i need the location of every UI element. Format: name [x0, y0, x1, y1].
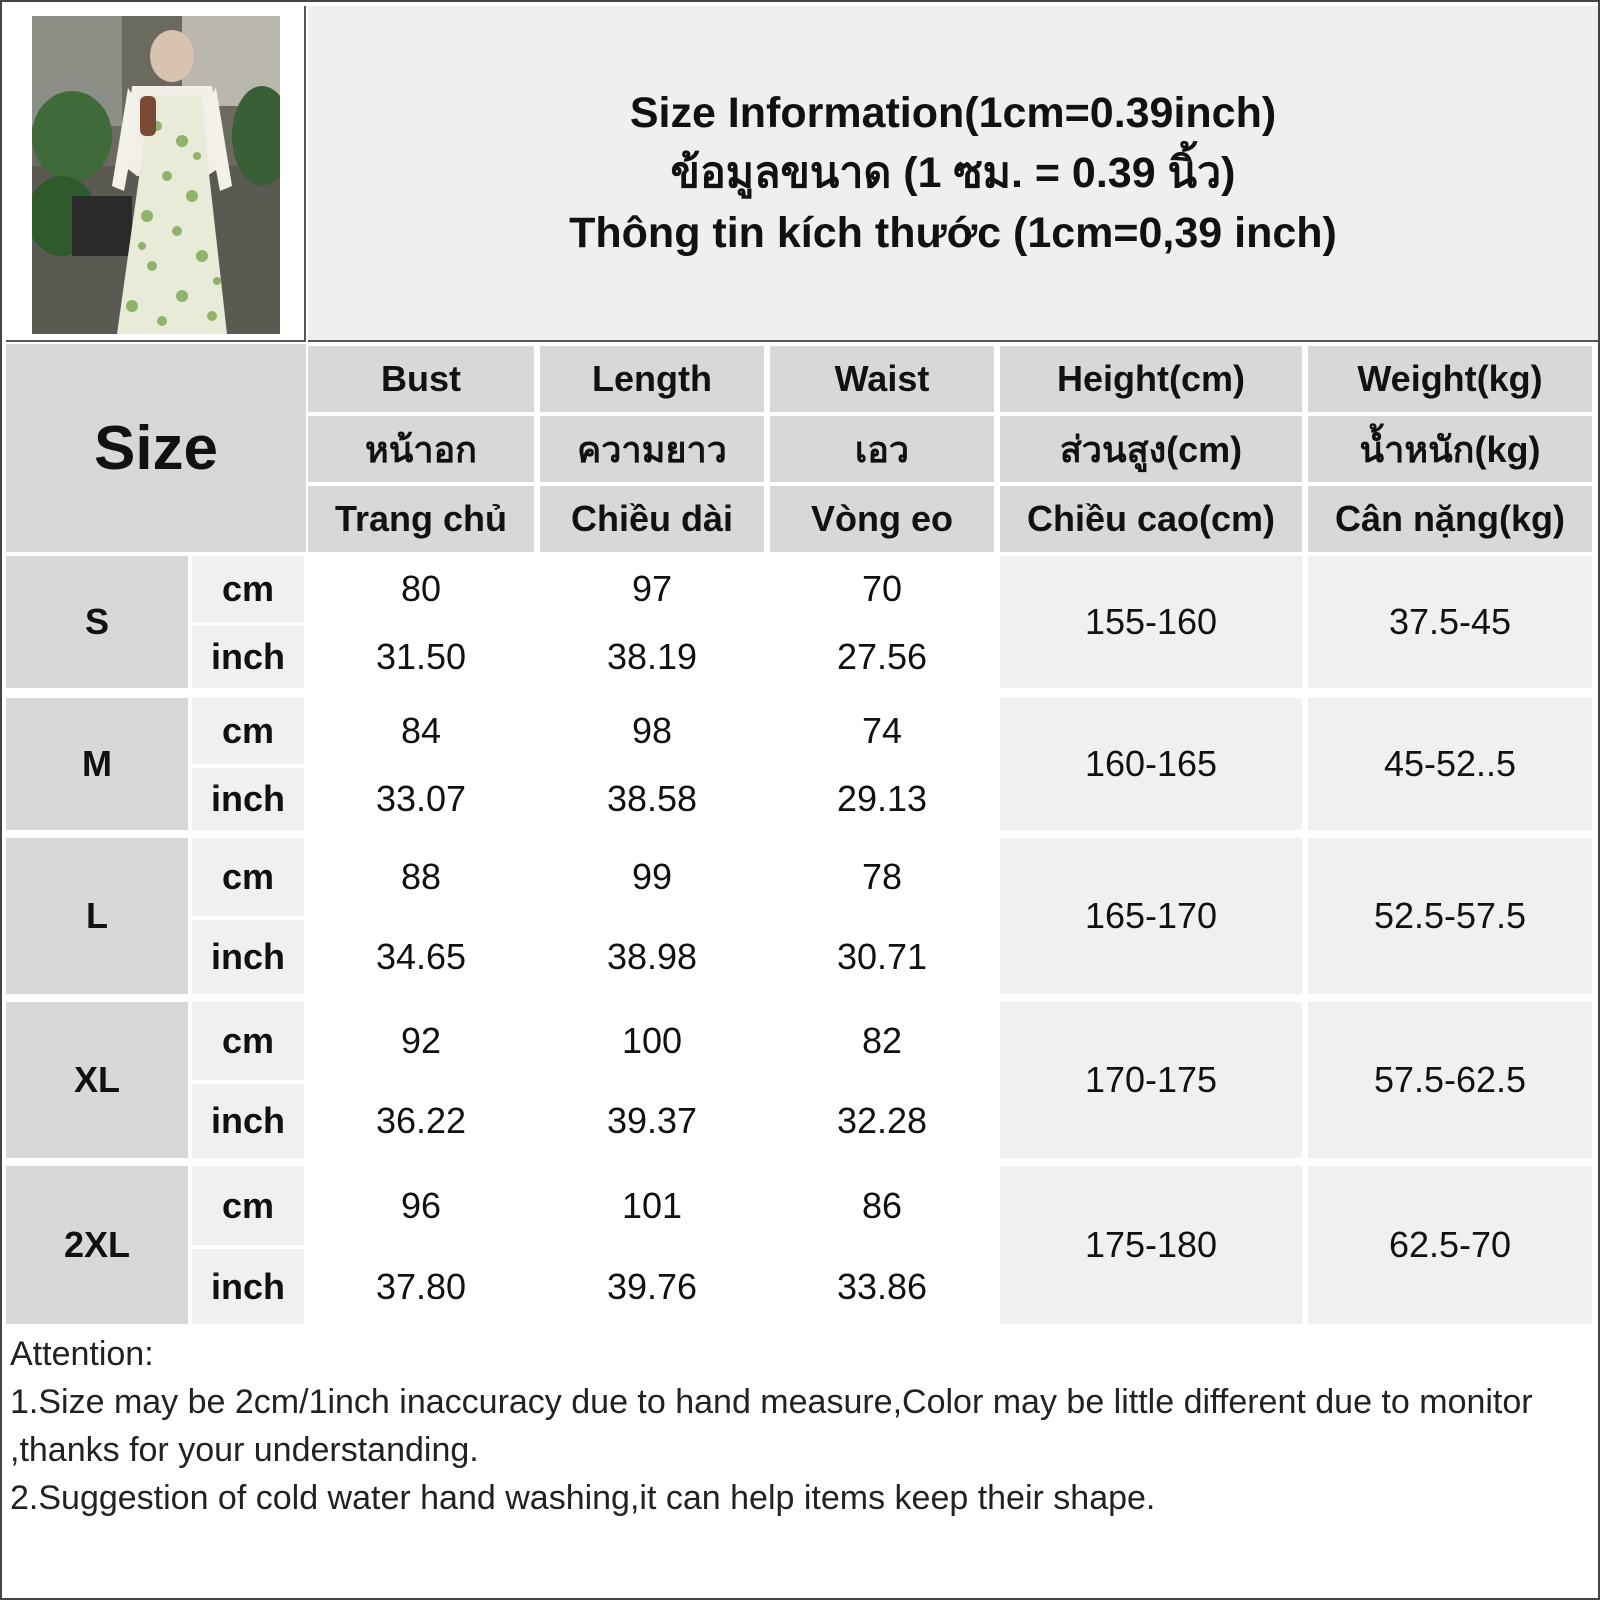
cm-value: 82 — [770, 1002, 994, 1080]
size-label: 2XL — [6, 1166, 188, 1324]
column-header-th: หน้าอก — [308, 416, 534, 482]
title-thai: ข้อมูลขนาด (1 ซม. = 0.39 นิ้ว) — [670, 149, 1236, 197]
inch-value: 38.19 — [540, 626, 764, 688]
unit-cm-label: cm — [192, 698, 304, 764]
product-photo-box — [6, 6, 306, 342]
column-header-vi: Vòng eo — [770, 486, 994, 552]
inch-value: 31.50 — [308, 626, 534, 688]
inch-value: 34.65 — [308, 920, 534, 994]
cm-value: 84 — [308, 698, 534, 764]
weight-range: 45-52..5 — [1308, 698, 1592, 830]
unit-cm-label: cm — [192, 1166, 304, 1245]
column-header-vi: Chiều dài — [540, 486, 764, 552]
unit-inch-label: inch — [192, 1249, 304, 1324]
unit-inch-label: inch — [192, 920, 304, 994]
weight-range: 52.5-57.5 — [1308, 838, 1592, 994]
attention-line-2: 2.Suggestion of cold water hand washing,it can help items keep their shape. — [10, 1479, 1156, 1517]
title-english: Size Information(1cm=0.39inch) — [629, 89, 1277, 137]
inch-value: 33.86 — [770, 1249, 994, 1324]
inch-value: 38.58 — [540, 768, 764, 830]
column-header-vi: Chiều cao(cm) — [1000, 486, 1302, 552]
cm-value: 101 — [540, 1166, 764, 1245]
height-range: 175-180 — [1000, 1166, 1302, 1324]
column-header-vi: Trang chủ — [308, 486, 534, 552]
cm-value: 78 — [770, 838, 994, 916]
product-photo — [32, 16, 280, 334]
height-range: 170-175 — [1000, 1002, 1302, 1158]
weight-range: 62.5-70 — [1308, 1166, 1592, 1324]
attention-heading: Attention: — [10, 1335, 154, 1373]
cm-value: 98 — [540, 698, 764, 764]
column-header-en: Length — [540, 346, 764, 412]
inch-value: 39.37 — [540, 1084, 764, 1158]
column-header-th: น้ำหนัก(kg) — [1308, 416, 1592, 482]
attention-notes — [10, 1330, 1594, 1522]
cm-value: 97 — [540, 556, 764, 622]
cm-value: 80 — [308, 556, 534, 622]
unit-cm-label: cm — [192, 1002, 304, 1080]
inch-value: 37.80 — [308, 1249, 534, 1324]
column-header-en: Waist — [770, 346, 994, 412]
column-header-th: ความยาว — [540, 416, 764, 482]
weight-range: 57.5-62.5 — [1308, 1002, 1592, 1158]
inch-value: 32.28 — [770, 1084, 994, 1158]
title-block — [308, 6, 1598, 342]
column-header-th: เอว — [770, 416, 994, 482]
cm-value: 100 — [540, 1002, 764, 1080]
column-header-th: ส่วนสูง(cm) — [1000, 416, 1302, 482]
inch-value: 38.98 — [540, 920, 764, 994]
inch-value: 36.22 — [308, 1084, 534, 1158]
inch-value: 27.56 — [770, 626, 994, 688]
cm-value: 96 — [308, 1166, 534, 1245]
cm-value: 70 — [770, 556, 994, 622]
inch-value: 39.76 — [540, 1249, 764, 1324]
column-header-en: Height(cm) — [1000, 346, 1302, 412]
inch-value: 33.07 — [308, 768, 534, 830]
size-label: XL — [6, 1002, 188, 1158]
attention-line-1: 1.Size may be 2cm/1inch inaccuracy due to hand measure,Color may be little different due to monitor ,thanks for your understanding. — [10, 1383, 1533, 1469]
height-range: 165-170 — [1000, 838, 1302, 994]
unit-inch-label: inch — [192, 1084, 304, 1158]
column-header-en: Weight(kg) — [1308, 346, 1592, 412]
cm-value: 99 — [540, 838, 764, 916]
size-label: M — [6, 698, 188, 830]
size-label: S — [6, 556, 188, 688]
weight-range: 37.5-45 — [1308, 556, 1592, 688]
unit-cm-label: cm — [192, 556, 304, 622]
cm-value: 92 — [308, 1002, 534, 1080]
title-vietnamese: Thông tin kích thước (1cm=0,39 inch) — [569, 209, 1337, 257]
cm-value: 88 — [308, 838, 534, 916]
cm-value: 74 — [770, 698, 994, 764]
unit-inch-label: inch — [192, 626, 304, 688]
height-range: 160-165 — [1000, 698, 1302, 830]
inch-value: 29.13 — [770, 768, 994, 830]
unit-cm-label: cm — [192, 838, 304, 916]
cm-value: 86 — [770, 1166, 994, 1245]
column-header-vi: Cân nặng(kg) — [1308, 486, 1592, 552]
inch-value: 30.71 — [770, 920, 994, 994]
height-range: 155-160 — [1000, 556, 1302, 688]
column-header-en: Bust — [308, 346, 534, 412]
size-header: Size — [6, 344, 306, 552]
unit-inch-label: inch — [192, 768, 304, 830]
size-label: L — [6, 838, 188, 994]
